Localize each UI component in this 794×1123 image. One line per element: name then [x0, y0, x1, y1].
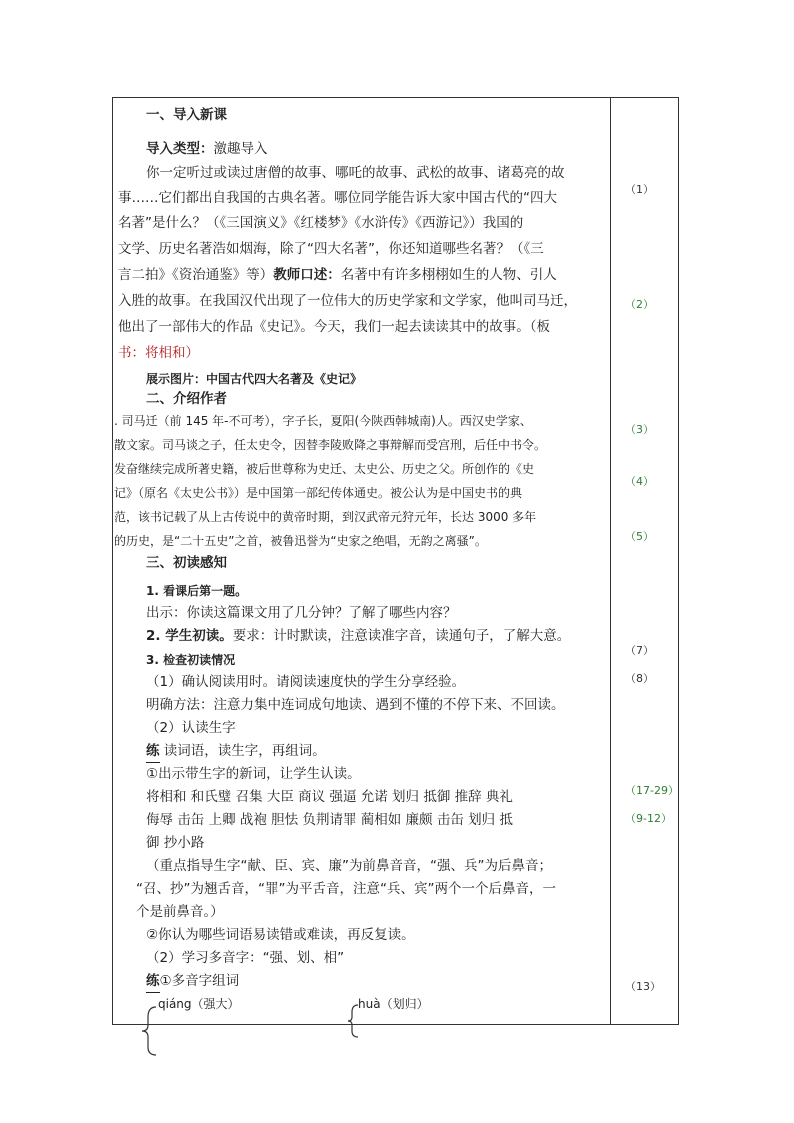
- lian-mark-1: 练: [146, 740, 160, 763]
- emph-line-2: “召、抄”为翘舌音，“罪”为平舌音，注意“兵、宾”两个一个后鼻音，一: [136, 881, 556, 897]
- step2-text: 要求：计时默读，注意读准字音，读通句子，了解大意。: [232, 628, 571, 644]
- author-line-5: 范，该书记载了从上古传说中的黄帝时期，到汉武帝元狩元年，长达 3000 多年: [114, 510, 537, 524]
- intro-line-6: 入胜的故事。在我国汉代出现了一位伟大的历史学家和文学家，他叫司马迁，: [118, 293, 577, 309]
- lian2-text: ①多音字组词: [159, 973, 240, 989]
- section3-heading: 三、初读感知: [146, 555, 227, 571]
- intro-line-8: 书：将相和）: [118, 345, 199, 361]
- emph-line-3: 个是前鼻音。）: [136, 904, 224, 920]
- column-divider: [610, 97, 611, 1025]
- method: 明确方法：注意力集中连词成句地读、遇到不懂的不停下来、不回读。: [146, 697, 565, 713]
- author-line-3: 发奋继续完成所著史籍，被后世尊称为史迁、太史公、历史之父。所创作的《史: [114, 462, 535, 476]
- brace-left: [140, 1005, 160, 1057]
- import-type-label: 导入类型：: [146, 141, 214, 157]
- teacher-label: 教师口述：: [273, 267, 341, 283]
- intro-line-4: 文学、历史名著浩如烟海，除了“四大名著”，你还知道哪些名著？（《三: [118, 241, 544, 257]
- circled2: ②你认为哪些词语易读错或难读，再反复读。: [146, 927, 415, 943]
- import-type-value: 激趣导入: [213, 141, 268, 157]
- intro-line-7: 他出了一部伟大的作品《史记》。今天，我们一起去读读其中的故事。（板: [118, 319, 550, 335]
- import-type: [146, 138, 268, 160]
- note-9-12: （9-12）: [625, 812, 672, 825]
- note-1: （1）: [625, 183, 654, 196]
- note-2: （2）: [625, 298, 654, 311]
- words-line-3: 御 抄小路: [146, 835, 205, 851]
- words-line-2: 侮辱 击缶 上卿 战袍 胆怯 负荆请罪 蔺相如 廉颇 击缶 划归 抵: [146, 812, 513, 828]
- intro-line-5: [118, 264, 557, 286]
- lian-mark-2: 练: [146, 970, 160, 993]
- lian1: [146, 740, 326, 763]
- show-images: [146, 368, 362, 390]
- note-7: （7）: [625, 644, 654, 657]
- lian2: [146, 970, 239, 993]
- step2: [146, 625, 570, 647]
- pinyin-hua: huà（划归）: [358, 997, 429, 1011]
- words-line-1: 将相和 和氏璧 召集 大臣 商议 强逼 允诺 划归 抵御 推辞 典礼: [146, 789, 513, 805]
- intro-line-5a: 言二拍》《资治通鉴》等）: [118, 267, 274, 283]
- emph-line-1: （重点指导生字“献、臣、宾、廉”为前鼻音音，“强、兵”为后鼻音；: [146, 858, 552, 874]
- note-8: （8）: [625, 672, 654, 685]
- author-line-1: . 司马迁（前 145 年-不可考），字子长，夏阳(今陕西韩城南)人。西汉史学家、: [114, 414, 532, 428]
- sub3: （2）学习多音字：“强、划、相”: [146, 950, 345, 966]
- note-13: （13）: [625, 980, 661, 993]
- note-17-29: （17-29）: [625, 784, 679, 797]
- section1-heading: 一、导入新课: [146, 107, 227, 123]
- intro-line-2: 事……它们都出自我国的古典名著。哪位同学能告诉大家中国古代的“四大: [118, 190, 557, 206]
- brace-right: [346, 1003, 362, 1039]
- step1-label: 1. 看课后第一题。: [146, 584, 248, 598]
- author-line-2: 散文家。司马谈之子，任太史令，因替李陵败降之事辩解而受宫刑，后任中书令。: [114, 438, 547, 452]
- note-3: （3）: [625, 423, 654, 436]
- sub2: （2）认读生字: [146, 720, 236, 736]
- circled1: ①出示带生字的新词，让学生认读。: [146, 766, 361, 782]
- step2-label: 2. 学生初读。: [146, 628, 233, 644]
- intro-line-5b: 名著中有许多栩栩如生的人物、引人: [340, 267, 557, 283]
- intro-line-1: 你一定听过或读过唐僧的故事、哪吒的故事、武松的故事、诸葛亮的故: [146, 165, 565, 181]
- author-line-6: 的历史，是“二十五史”之首，被鲁迅誉为“史家之绝唱，无韵之离骚”。: [114, 534, 487, 548]
- author-line-4: 记》（原名《太史公书》）是中国第一部纪传体通史。被公认为是中国史书的典: [114, 486, 523, 500]
- show-label: 展示图片：: [146, 372, 207, 386]
- intro-line-3: 名著”是什么？（《三国演义》《红楼梦》《水浒传》《西游记》）我国的: [118, 215, 524, 231]
- sub1: （1）确认阅读用时。请阅读速度快的学生分享经验。: [146, 674, 466, 690]
- show-value: 中国古代四大名著及《史记》: [206, 372, 363, 386]
- step3-label: 3. 检查初读情况: [146, 653, 236, 667]
- pinyin-qiang: qiáng（强大）: [158, 997, 240, 1011]
- note-4: （4）: [625, 475, 654, 488]
- note-5: （5）: [625, 530, 654, 543]
- step1-text: 出示：你读这篇课文用了几分钟？了解了哪些内容？: [146, 605, 457, 621]
- section2-heading: 二、介绍作者: [146, 391, 227, 407]
- lian1-text: 读词语，读生字，再组词。: [159, 743, 326, 759]
